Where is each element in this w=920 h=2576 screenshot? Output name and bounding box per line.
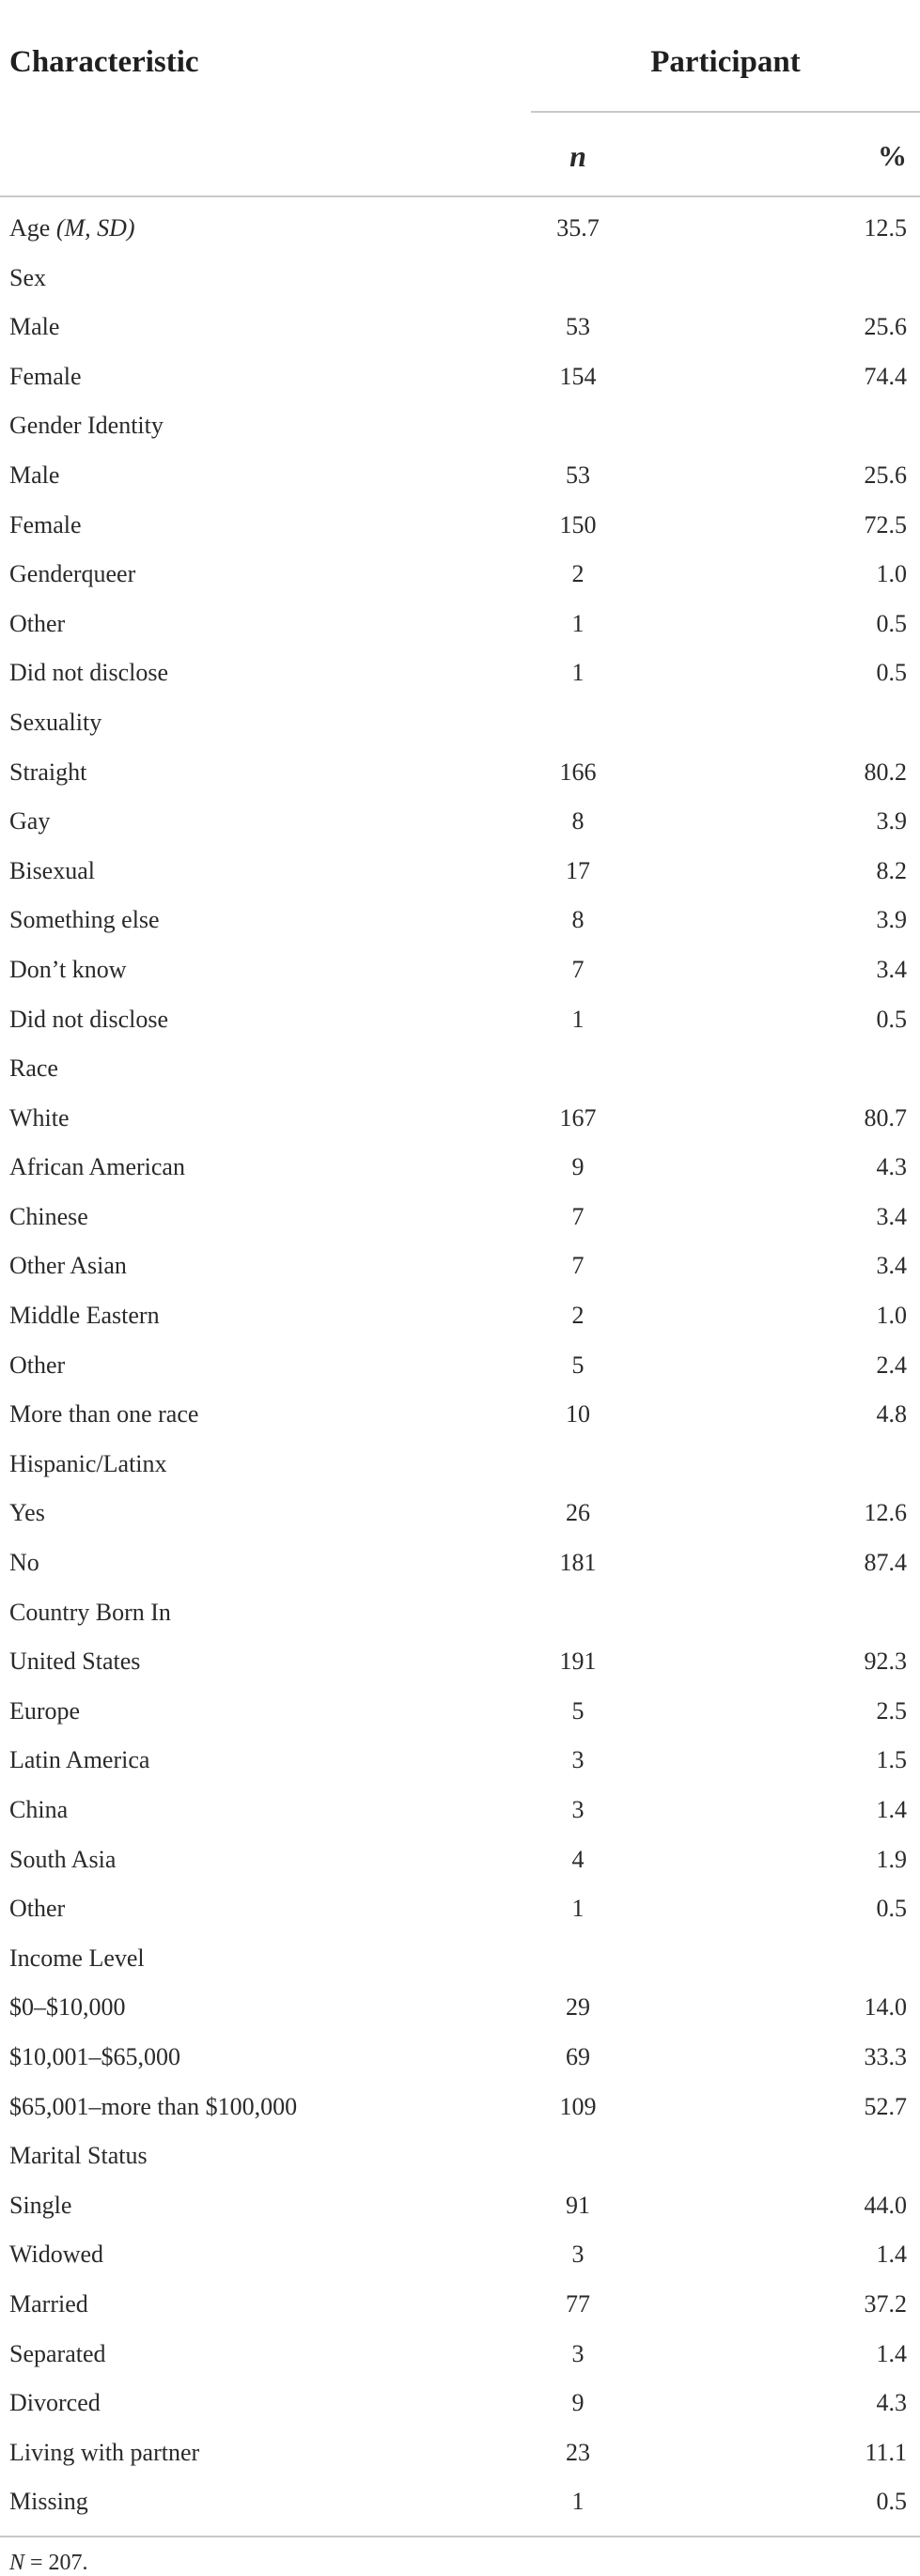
row-percent-value: 0.5: [876, 2488, 907, 2516]
row-n-value: 150: [559, 510, 597, 539]
table-row: [0, 1290, 920, 1340]
table-row: [0, 2180, 920, 2230]
row-label-text: Sex: [9, 263, 46, 291]
row-label: [9, 2142, 148, 2170]
row-percent-value: 92.3: [864, 1647, 907, 1676]
table-header-row-2: [0, 113, 920, 197]
row-percent-value: 1.4: [876, 2339, 907, 2367]
row-percent-value: 1.5: [876, 1746, 907, 1774]
row-label: [9, 1203, 88, 1231]
row-label: [9, 1302, 160, 1330]
row-label-text: No: [9, 1549, 39, 1577]
row-n-value: 7: [571, 955, 585, 983]
table-row: [0, 1340, 920, 1390]
table-row: [0, 747, 920, 797]
row-label: [9, 2290, 88, 2318]
header-percent: %: [878, 139, 907, 172]
row-label: [9, 807, 50, 835]
row-percent-value: 80.7: [864, 1103, 907, 1132]
row-label: [9, 1104, 70, 1132]
row-label: [9, 1549, 39, 1577]
row-n-value: 69: [566, 2042, 590, 2070]
row-label-text: Married: [9, 2289, 88, 2318]
row-label-text: Male: [9, 461, 60, 489]
row-label: [9, 1697, 80, 1725]
row-percent-value: 1.9: [876, 1845, 907, 1873]
row-n-value: 154: [559, 362, 597, 390]
row-label-text: $10,001–$65,000: [9, 2042, 180, 2070]
row-n-value: 53: [566, 461, 590, 489]
row-n-value: 167: [559, 1103, 597, 1132]
row-percent-value: 1.0: [876, 560, 907, 588]
row-percent-value: 4.8: [876, 1400, 907, 1429]
row-label-text: Did not disclose: [9, 1005, 168, 1033]
row-label: [9, 610, 65, 638]
row-percent-value: 74.4: [864, 362, 907, 390]
row-percent-value: 1.4: [876, 2240, 907, 2269]
row-label: [9, 2043, 180, 2071]
row-label-text: Missing: [9, 2488, 88, 2516]
table-row: [0, 1982, 920, 2032]
row-label-text: Other Asian: [9, 1252, 127, 1280]
row-label-text: Race: [9, 1054, 58, 1083]
row-label-text: Latin America: [9, 1746, 150, 1774]
row-percent-value: 37.2: [864, 2289, 907, 2318]
table-row: [0, 1785, 920, 1834]
table-row: [0, 1834, 920, 1884]
row-label: [9, 313, 59, 341]
row-label-text: Sexuality: [9, 708, 102, 736]
row-n-value: 1: [571, 609, 585, 637]
table-row: [0, 1439, 920, 1489]
row-label-text: Female: [9, 510, 82, 539]
row-label-text: Gender Identity: [9, 412, 164, 440]
row-label-text: Marital Status: [9, 2142, 148, 2170]
table-row: [0, 1538, 920, 1587]
row-label-text: Living with partner: [9, 2438, 200, 2466]
row-n-value: 8: [571, 906, 585, 934]
row-label-text: Middle Eastern: [9, 1302, 160, 1330]
table-row: [0, 2428, 920, 2477]
row-n-value: 4: [571, 1845, 585, 1873]
table-row: [0, 1686, 920, 1736]
row-n-value: 26: [566, 1499, 590, 1527]
row-label-text: Separated: [9, 2339, 106, 2367]
row-percent-value: 8.2: [876, 856, 907, 884]
row-label: [9, 1944, 145, 1973]
table-row: [0, 203, 920, 253]
row-label-text: Single: [9, 2191, 72, 2219]
row-label: [9, 2488, 88, 2516]
row-percent-value: 33.3: [864, 2042, 907, 2070]
row-n-value: 3: [571, 1796, 585, 1823]
table-row: [0, 500, 920, 550]
row-n-value: 5: [571, 1696, 585, 1725]
table-row: [0, 1241, 920, 1290]
row-n-value: 181: [559, 1549, 597, 1577]
row-label: [9, 511, 82, 539]
table-row: [0, 2131, 920, 2180]
footnote-text: = 207.: [24, 2550, 88, 2575]
row-n-value: 3: [571, 1746, 585, 1774]
row-percent-value: 14.0: [864, 1993, 907, 2022]
row-n-value: 17: [566, 856, 590, 884]
table-row: [0, 549, 920, 599]
row-label-text: Divorced: [9, 2389, 101, 2417]
row-label: [9, 1351, 65, 1380]
row-n-value: 5: [571, 1350, 585, 1379]
header-characteristic: Characteristic: [9, 45, 199, 79]
table-row: [0, 1488, 920, 1538]
row-n-value: 2: [571, 1302, 585, 1330]
row-label: [9, 2389, 101, 2417]
table-row: [0, 1587, 920, 1637]
row-label-text: White: [9, 1103, 70, 1132]
row-percent-value: 1.4: [876, 1796, 907, 1823]
table-header-row-1: [0, 0, 920, 113]
table-row: [0, 1389, 920, 1439]
row-percent-value: 3.4: [876, 1202, 907, 1230]
table-body: [0, 197, 920, 2526]
row-percent-value: 44.0: [864, 2191, 907, 2219]
row-label: [9, 363, 82, 391]
row-label: [9, 2093, 297, 2121]
row-label: [9, 1746, 149, 1774]
table-row: [0, 599, 920, 648]
row-label: [9, 758, 86, 787]
row-percent-value: 3.4: [876, 955, 907, 983]
row-label: [9, 461, 59, 490]
row-label: [9, 2192, 71, 2220]
row-n-value: 166: [559, 757, 597, 786]
row-label-text: Chinese: [9, 1202, 88, 1230]
row-n-value: 8: [571, 807, 585, 835]
row-label-text: Income Level: [9, 1944, 145, 1972]
row-n-value: 9: [571, 1153, 585, 1181]
row-n-value: 7: [571, 1202, 585, 1230]
row-label-text: United States: [9, 1647, 141, 1676]
table-row: [0, 302, 920, 351]
table-row: [0, 1933, 920, 1983]
table-row: [0, 994, 920, 1044]
table-row: [0, 400, 920, 450]
row-n-value: 2: [571, 560, 585, 588]
row-percent-value: 3.4: [876, 1252, 907, 1280]
row-percent-value: 25.6: [864, 313, 907, 341]
row-label-text: Europe: [9, 1696, 81, 1725]
row-n-value: 91: [566, 2191, 590, 2219]
row-percent-value: 80.2: [864, 757, 907, 786]
table-row: [0, 697, 920, 747]
table-row: [0, 253, 920, 303]
row-label-text: African American: [9, 1153, 185, 1181]
row-label: [9, 1006, 168, 1034]
row-label: [9, 1400, 198, 1429]
row-n-value: 7: [571, 1252, 585, 1280]
row-label: [9, 1599, 171, 1627]
table-row: [0, 895, 920, 945]
row-label-text: Hispanic/Latinx: [9, 1449, 167, 1477]
row-label-text: Female: [9, 362, 82, 390]
row-percent-value: 25.6: [864, 461, 907, 489]
table-row: [0, 2279, 920, 2329]
row-label-italic: (M, SD): [55, 214, 135, 242]
row-percent-value: 2.4: [876, 1350, 907, 1379]
row-n-value: 3: [571, 2339, 585, 2367]
table-row: [0, 1093, 920, 1143]
row-label-text: Something else: [9, 906, 160, 934]
row-label: [9, 1153, 185, 1181]
row-label: [9, 1846, 116, 1874]
row-label: [9, 412, 164, 440]
row-n-value: 1: [571, 659, 585, 687]
row-n-value: 9: [571, 2389, 585, 2417]
row-label-text: Other: [9, 1895, 66, 1923]
row-n-value: 3: [571, 2240, 585, 2269]
row-n-value: 53: [566, 313, 590, 341]
row-percent-value: 3.9: [876, 807, 907, 835]
row-label-text: China: [9, 1796, 69, 1823]
row-label-text: Widowed: [9, 2240, 104, 2269]
table-row: [0, 2082, 920, 2131]
table-row: [0, 2329, 920, 2379]
row-label: [9, 906, 160, 934]
table-row: [0, 2476, 920, 2526]
table-row: [0, 796, 920, 846]
row-percent-value: 4.3: [876, 1153, 907, 1181]
footnote-variable: N: [9, 2550, 25, 2575]
table-row: [0, 1883, 920, 1933]
row-label-text: $0–$10,000: [9, 1993, 126, 2022]
row-n-value: 1: [571, 2488, 585, 2516]
row-percent-value: 87.4: [864, 1549, 907, 1577]
row-label: [9, 659, 168, 687]
row-percent-value: 12.5: [864, 214, 907, 242]
row-label-text: Straight: [9, 757, 87, 786]
row-label: [9, 1450, 167, 1478]
table-row: [0, 351, 920, 401]
row-label: [9, 857, 95, 885]
row-label: [9, 2240, 103, 2269]
row-percent-value: 0.5: [876, 609, 907, 637]
row-label: [9, 1252, 127, 1280]
row-label: [9, 1895, 65, 1923]
row-label-text: Country Born In: [9, 1598, 171, 1626]
row-label-text: More than one race: [9, 1400, 199, 1429]
row-label: [9, 560, 135, 588]
row-label-text: Bisexual: [9, 856, 95, 884]
row-percent-value: 3.9: [876, 906, 907, 934]
row-n-value: 29: [566, 1993, 590, 2022]
table-row: [0, 1142, 920, 1192]
table-row: [0, 2032, 920, 2082]
row-label: [9, 1054, 58, 1083]
row-label-text: Gay: [9, 807, 51, 835]
row-label-text: Did not disclose: [9, 659, 168, 687]
header-n: n: [569, 139, 586, 173]
table-row: [0, 450, 920, 500]
row-label-text: Other: [9, 609, 66, 637]
row-n-value: 77: [566, 2289, 590, 2318]
row-label: [9, 2439, 199, 2467]
row-percent-value: 11.1: [865, 2438, 907, 2466]
row-label-text: Other: [9, 1350, 66, 1379]
row-n-value: 10: [566, 1400, 590, 1429]
row-percent-value: 12.6: [864, 1499, 907, 1527]
table-row: [0, 846, 920, 896]
row-n-value: 1: [571, 1895, 585, 1923]
table-footnote: [0, 2537, 920, 2576]
row-label-text: Don’t know: [9, 955, 127, 983]
row-label-text: Male: [9, 313, 60, 341]
row-label: [9, 709, 101, 737]
header-participant: Participant: [650, 45, 801, 79]
row-percent-value: 0.5: [876, 1895, 907, 1923]
row-label: [9, 214, 135, 242]
table-row: [0, 1735, 920, 1785]
row-percent-value: 2.5: [876, 1696, 907, 1725]
table-row: [0, 2378, 920, 2428]
table-row: [0, 1636, 920, 1686]
row-label-text: $65,001–more than $100,000: [9, 2092, 298, 2120]
row-percent-value: 0.5: [876, 1005, 907, 1033]
table-row: [0, 1043, 920, 1093]
row-label: [9, 956, 126, 984]
row-percent-value: 52.7: [864, 2092, 907, 2120]
row-percent-value: 72.5: [864, 510, 907, 539]
row-label: [9, 264, 46, 292]
table-row: [0, 1192, 920, 1241]
row-label-text: Genderqueer: [9, 560, 136, 588]
row-n-value: 23: [566, 2438, 590, 2466]
table-row: [0, 945, 920, 994]
table-row: [0, 648, 920, 697]
row-label: [9, 1796, 68, 1824]
table-row: [0, 2229, 920, 2279]
row-label: [9, 1993, 126, 2022]
row-n-value: 35.7: [556, 214, 600, 242]
row-n-value: 191: [559, 1647, 597, 1676]
row-percent-value: 0.5: [876, 659, 907, 687]
row-n-value: 1: [571, 1005, 585, 1033]
row-label-text: South Asia: [9, 1845, 117, 1873]
row-n-value: 109: [559, 2092, 597, 2120]
row-percent-value: 1.0: [876, 1302, 907, 1330]
row-label: [9, 2340, 106, 2368]
row-percent-value: 4.3: [876, 2389, 907, 2417]
row-label-text: Yes: [9, 1499, 45, 1527]
row-label: [9, 1647, 140, 1676]
row-label-text: Age: [9, 214, 56, 242]
row-label: [9, 1499, 45, 1527]
